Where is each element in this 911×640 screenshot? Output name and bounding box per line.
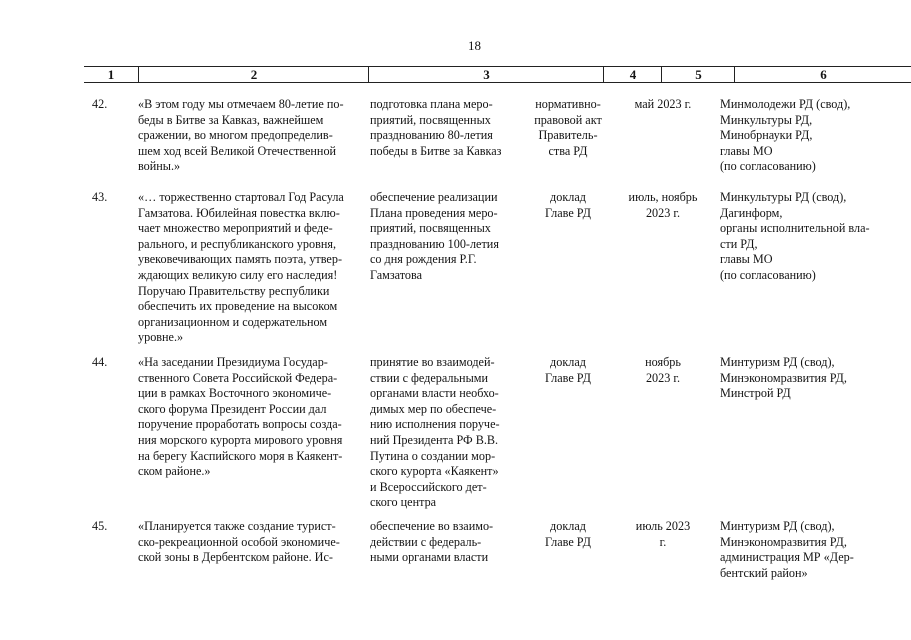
event-cell-line: димых мер по обеспече- bbox=[370, 401, 497, 416]
responsible-cell-line: Минэкономразвития РД, bbox=[720, 370, 847, 385]
term-cell bbox=[622, 355, 704, 386]
responsible-cell-line: Минэкономразвития РД, bbox=[720, 534, 847, 549]
document-cell-line: доклад bbox=[550, 519, 586, 533]
term-cell bbox=[622, 97, 704, 113]
quote-cell bbox=[138, 97, 364, 175]
responsible-cell-line: органы исполнительной вла- bbox=[720, 221, 870, 236]
event-cell-line: ными органами власти bbox=[370, 550, 489, 565]
quote-cell-line: организационном и содержательном bbox=[138, 314, 328, 329]
responsible-cell-line: Дагинформ, bbox=[720, 205, 783, 220]
quote-cell bbox=[138, 190, 364, 346]
quote-cell-line: «На заседании Президиума Государ- bbox=[138, 355, 328, 369]
quote-cell-line: «В этом году мы отмечаем 80-летие по- bbox=[138, 97, 344, 111]
responsible-cell-line: главы МО bbox=[720, 143, 773, 158]
event-cell-line: Путина о создании мор- bbox=[370, 448, 496, 463]
header-col-4: 4 bbox=[603, 67, 662, 82]
responsible-cell-line: Минмолодежи РД (свод), bbox=[720, 97, 851, 111]
responsible-cell-line: главы МО bbox=[720, 252, 773, 267]
document-cell bbox=[525, 355, 611, 386]
responsible-cell-line: сти РД, bbox=[720, 236, 758, 251]
quote-cell-line: обеспечить их проведение на высоком bbox=[138, 299, 338, 314]
quote-cell-line: увековечивающих память поэта, утвер- bbox=[138, 252, 342, 267]
responsible-cell-line: Минстрой РД bbox=[720, 386, 791, 401]
quote-cell-line: ско-рекреационной особой экономиче- bbox=[138, 534, 340, 549]
responsible-cell bbox=[720, 97, 895, 175]
responsible-cell-line: Минтуризм РД (свод), bbox=[720, 519, 835, 533]
event-cell-line: ствии с федеральными bbox=[370, 370, 488, 385]
table-header bbox=[84, 66, 911, 83]
document-cell-line: доклад bbox=[550, 190, 586, 204]
term-cell bbox=[622, 519, 704, 550]
header-col-3: 3 bbox=[368, 67, 604, 82]
quote-cell-line: ственного Совета Российской Федера- bbox=[138, 370, 338, 385]
quote-cell-line: войны.» bbox=[138, 159, 181, 174]
term-cell-line: май 2023 г. bbox=[634, 97, 692, 111]
event-cell-line: органами власти необхо- bbox=[370, 386, 499, 401]
quote-cell-line: ской зоны в Дербентском районе. Ис- bbox=[138, 550, 333, 565]
event-cell-line: победы в Битве за Кавказ bbox=[370, 143, 502, 158]
document-cell-line: ства РД bbox=[548, 143, 588, 158]
quote-cell-line: ждающих великую силу его наследия! bbox=[138, 267, 338, 282]
document-cell bbox=[525, 97, 611, 159]
responsible-cell-line: Минкультуры РД (свод), bbox=[720, 190, 847, 204]
quote-cell-line: рального, и республиканского уровня, bbox=[138, 236, 337, 251]
row-number: 43. bbox=[92, 190, 108, 204]
quote-cell-line: шем ход всей Великой Отечественной bbox=[138, 143, 337, 158]
quote-cell-line: на берегу Каспийского моря в Каякент- bbox=[138, 448, 343, 463]
quote-cell-line: ского форума Президент России дал bbox=[138, 401, 327, 416]
quote-cell-line: сражении, во многом предопределив- bbox=[138, 128, 333, 143]
responsible-cell-line: администрация МР «Дер- bbox=[720, 550, 854, 565]
document-cell bbox=[525, 519, 611, 550]
responsible-cell-line: Минтуризм РД (свод), bbox=[720, 355, 835, 369]
quote-cell-line: чает множество мероприятий и феде- bbox=[138, 221, 333, 236]
responsible-cell-line: бентский район» bbox=[720, 565, 808, 580]
quote-cell-line: поручение проработать вопросы созда- bbox=[138, 417, 342, 432]
term-cell-line: ноябрь bbox=[645, 355, 681, 369]
event-cell bbox=[370, 355, 520, 511]
event-cell-line: ского курорта «Каякент» bbox=[370, 464, 499, 479]
event-cell-line: подготовка плана меро- bbox=[370, 97, 493, 111]
event-cell-line: нию исполнения поруче- bbox=[370, 417, 500, 432]
document-cell-line: Главе РД bbox=[545, 534, 591, 549]
responsible-cell-line: (по согласованию) bbox=[720, 159, 816, 174]
event-cell-line: действии с федераль- bbox=[370, 534, 482, 549]
term-cell bbox=[622, 190, 704, 221]
event-cell bbox=[370, 190, 520, 284]
quote-cell-line: беды в Битве за Кавказ, важнейшем bbox=[138, 112, 324, 127]
row-number: 44. bbox=[92, 355, 108, 369]
document-cell-line: нормативно- bbox=[535, 97, 601, 111]
event-cell-line: ского центра bbox=[370, 495, 437, 510]
term-cell-line: 2023 г. bbox=[645, 205, 681, 220]
header-col-5: 5 bbox=[661, 67, 735, 82]
quote-cell-line: уровне.» bbox=[138, 330, 184, 345]
event-cell-line: ний Президента РФ В.В. bbox=[370, 432, 499, 447]
quote-cell-line: «… торжественно стартовал Год Расула bbox=[138, 190, 344, 204]
quote-cell-line: ском районе.» bbox=[138, 464, 211, 479]
header-col-1: 1 bbox=[107, 67, 115, 82]
document-cell-line: доклад bbox=[550, 355, 586, 369]
document-cell bbox=[525, 190, 611, 221]
quote-cell-line: ции в рамках Восточного экономиче- bbox=[138, 386, 332, 401]
event-cell-line: и Всероссийского дет- bbox=[370, 479, 487, 494]
term-cell-line: июль 2023 bbox=[635, 519, 691, 533]
responsible-cell bbox=[720, 355, 895, 402]
quote-cell-line: ния морского курорта мирового уровня bbox=[138, 432, 343, 447]
header-col-2: 2 bbox=[138, 67, 369, 82]
quote-cell bbox=[138, 355, 364, 480]
document-cell-line: Правитель- bbox=[538, 128, 598, 143]
event-cell-line: празднованию 80-летия bbox=[370, 128, 493, 143]
event-cell-line: обеспечение реализации bbox=[370, 190, 498, 204]
event-cell-line: Плана проведения меро- bbox=[370, 205, 498, 220]
event-cell bbox=[370, 519, 520, 566]
row-number: 45. bbox=[92, 519, 108, 533]
event-cell-line: Гамзатова bbox=[370, 267, 423, 282]
term-cell-line: 2023 г. bbox=[645, 370, 681, 385]
document-cell-line: Главе РД bbox=[545, 205, 591, 220]
event-cell-line: празднованию 100-летия bbox=[370, 236, 499, 251]
document-cell-line: Главе РД bbox=[545, 370, 591, 385]
event-cell-line: со дня рождения Р.Г. bbox=[370, 252, 477, 267]
quote-cell bbox=[138, 519, 364, 566]
event-cell-line: приятий, посвященных bbox=[370, 221, 491, 236]
responsible-cell bbox=[720, 519, 895, 581]
term-cell-line: июль, ноябрь bbox=[628, 190, 698, 204]
responsible-cell-line: Минобрнауки РД, bbox=[720, 128, 813, 143]
responsible-cell-line: Минкультуры РД, bbox=[720, 112, 813, 127]
event-cell bbox=[370, 97, 520, 159]
page-number: 18 bbox=[468, 38, 481, 53]
responsible-cell-line: (по согласованию) bbox=[720, 267, 816, 282]
quote-cell-line: Гамзатова. Юбилейная повестка вклю- bbox=[138, 205, 340, 220]
document-cell-line: правовой акт bbox=[534, 112, 602, 127]
event-cell-line: обеспечение во взаимо- bbox=[370, 519, 494, 533]
responsible-cell bbox=[720, 190, 895, 284]
quote-cell-line: Поручаю Правительству республики bbox=[138, 283, 330, 298]
event-cell-line: принятие во взаимодей- bbox=[370, 355, 495, 369]
row-number: 42. bbox=[92, 97, 108, 111]
event-cell-line: приятий, посвященных bbox=[370, 112, 491, 127]
header-col-6: 6 bbox=[734, 67, 911, 82]
quote-cell-line: «Планируется также создание турист- bbox=[138, 519, 336, 533]
term-cell-line: г. bbox=[659, 534, 667, 549]
